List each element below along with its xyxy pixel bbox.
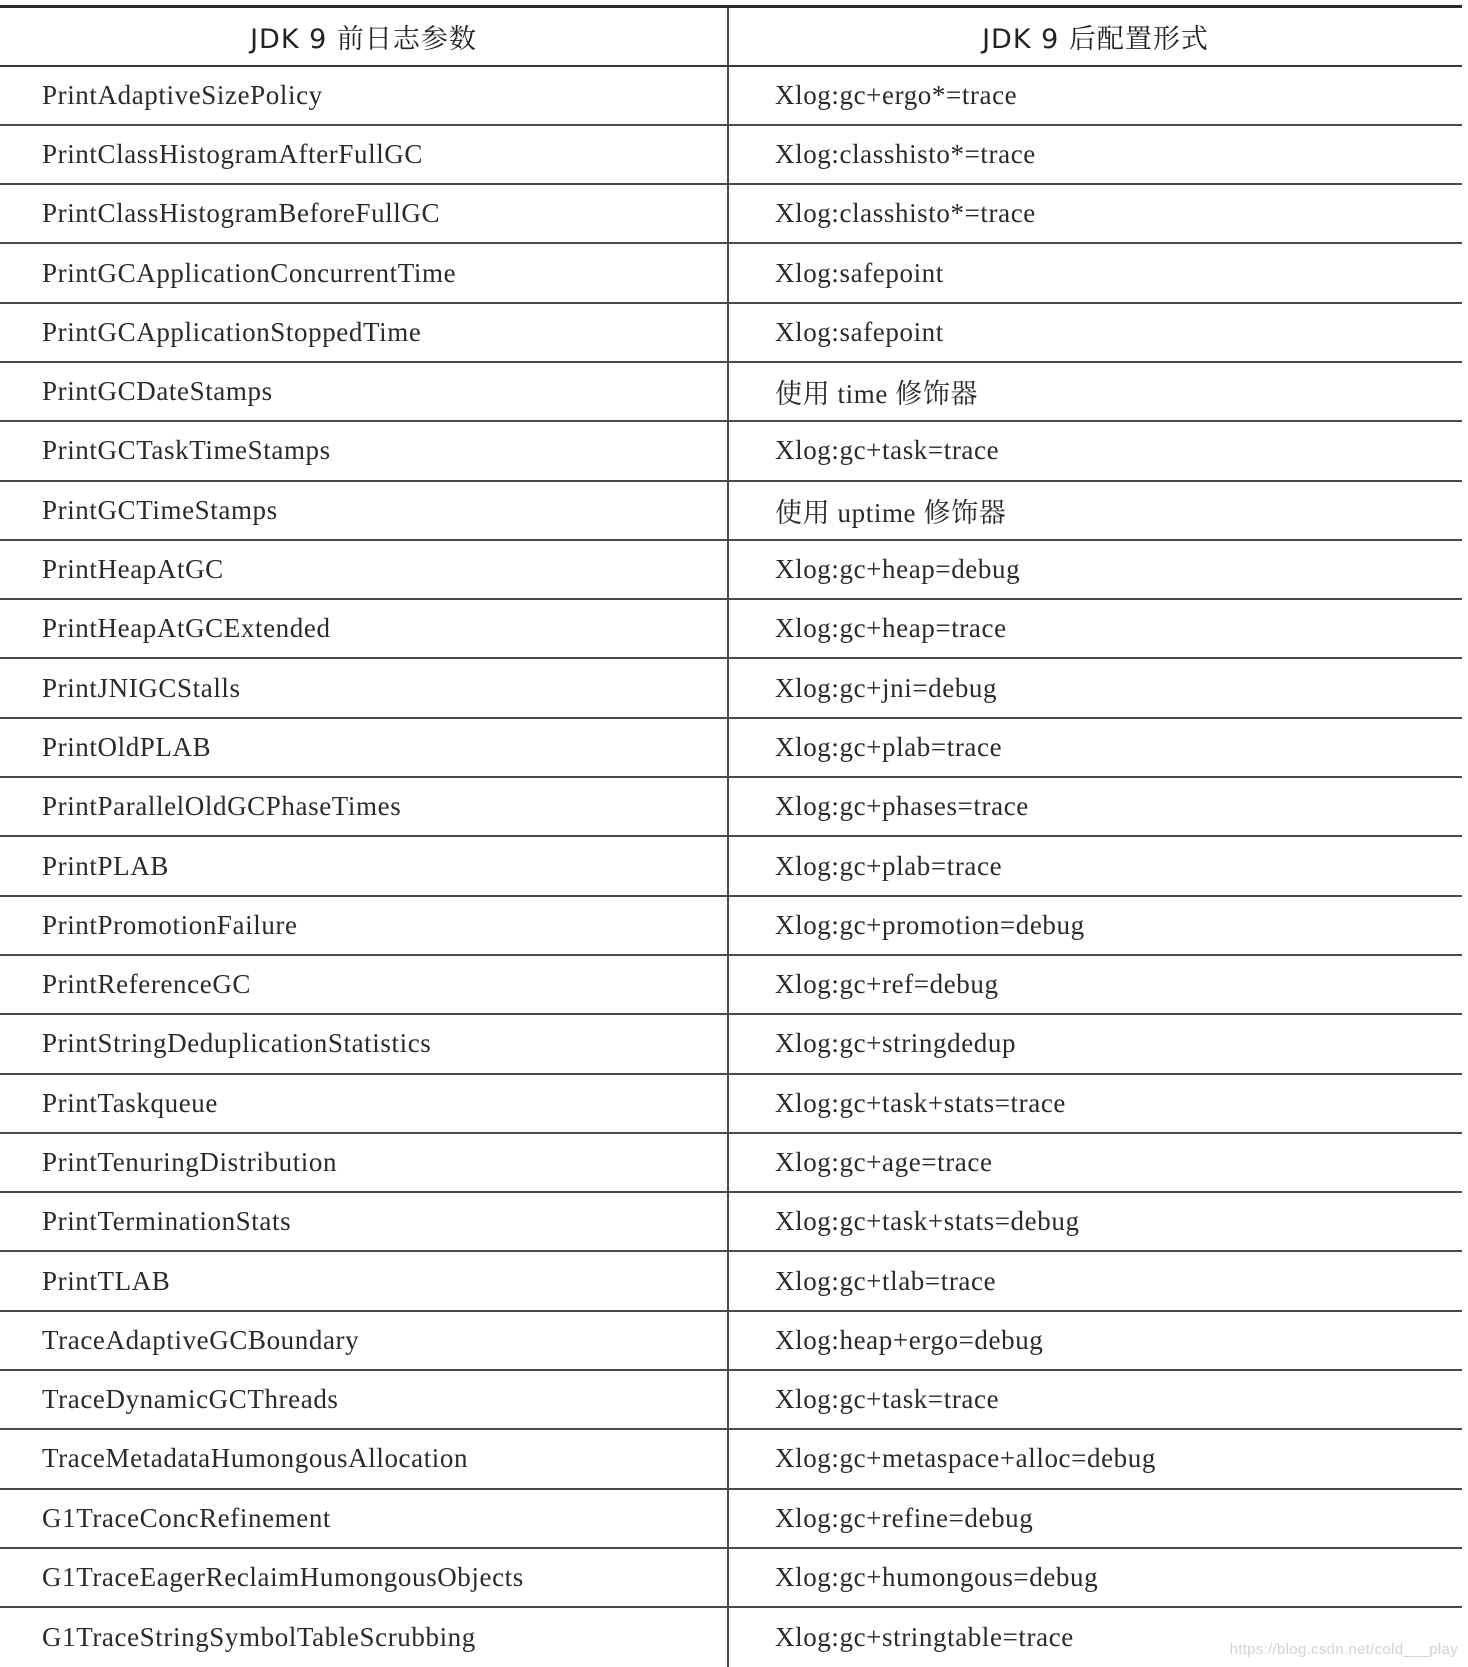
table-row	[0, 540, 1462, 599]
xlog-config-cell: Xlog:gc+jni=debug	[728, 658, 1462, 717]
table-row	[0, 66, 1462, 125]
legacy-option-cell: PrintAdaptiveSizePolicy	[0, 66, 728, 125]
legacy-option-cell: PrintTLAB	[0, 1251, 728, 1310]
legacy-option-cell: PrintTaskqueue	[0, 1074, 728, 1133]
legacy-option-cell: PrintGCApplicationStoppedTime	[0, 303, 728, 362]
xlog-config-cell: Xlog:gc+ref=debug	[728, 955, 1462, 1014]
xlog-config-cell: 使用 time 修饰器	[728, 362, 1462, 421]
table-row	[0, 599, 1462, 658]
legacy-option-cell: TraceMetadataHumongousAllocation	[0, 1429, 728, 1488]
xlog-config-cell: Xlog:gc+stringdedup	[728, 1014, 1462, 1073]
legacy-option-cell: G1TraceStringSymbolTableScrubbing	[0, 1607, 728, 1666]
legacy-option-cell: PrintGCApplicationConcurrentTime	[0, 243, 728, 302]
xlog-config-cell: Xlog:gc+task=trace	[728, 421, 1462, 480]
jdk-log-options-table-container	[0, 5, 1462, 1667]
table-row	[0, 1133, 1462, 1192]
legacy-option-cell: TraceDynamicGCThreads	[0, 1370, 728, 1429]
xlog-config-cell: Xlog:gc+age=trace	[728, 1133, 1462, 1192]
legacy-option-cell: PrintParallelOldGCPhaseTimes	[0, 777, 728, 836]
table-row	[0, 658, 1462, 717]
header-post-jdk9-config: JDK 9 后配置形式	[728, 7, 1462, 66]
legacy-option-cell: TraceAdaptiveGCBoundary	[0, 1311, 728, 1370]
table-header-row	[0, 7, 1462, 66]
xlog-config-cell: Xlog:gc+plab=trace	[728, 836, 1462, 895]
legacy-option-cell: G1TraceConcRefinement	[0, 1489, 728, 1548]
xlog-config-cell: Xlog:gc+stringtable=trace	[775, 1621, 1074, 1652]
table-row	[0, 1074, 1462, 1133]
xlog-config-cell: Xlog:gc+promotion=debug	[728, 896, 1462, 955]
legacy-option-cell: PrintPromotionFailure	[0, 896, 728, 955]
xlog-config-cell: Xlog:gc+metaspace+alloc=debug	[728, 1429, 1462, 1488]
table-row	[0, 243, 1462, 302]
table-row	[0, 1489, 1462, 1548]
xlog-config-cell: Xlog:gc+task+stats=debug	[728, 1192, 1462, 1251]
legacy-option-cell: PrintReferenceGC	[0, 955, 728, 1014]
legacy-option-cell: PrintPLAB	[0, 836, 728, 895]
table-row	[0, 362, 1462, 421]
legacy-option-cell: PrintClassHistogramBeforeFullGC	[0, 184, 728, 243]
header-pre-jdk9-option: JDK 9 前日志参数	[0, 7, 728, 66]
xlog-config-cell: Xlog:gc+humongous=debug	[728, 1548, 1462, 1607]
watermark-url: https://blog.csdn.net/cold___play	[1229, 1641, 1458, 1658]
legacy-option-cell: PrintTerminationStats	[0, 1192, 728, 1251]
table-row	[0, 184, 1462, 243]
xlog-config-cell: Xlog:gc+heap=trace	[728, 599, 1462, 658]
table-row	[0, 1370, 1462, 1429]
xlog-config-cell: Xlog:gc+ergo*=trace	[728, 66, 1462, 125]
xlog-config-cell: Xlog:safepoint	[728, 303, 1462, 362]
legacy-option-cell: PrintTenuringDistribution	[0, 1133, 728, 1192]
table-row	[0, 1548, 1462, 1607]
table-row	[0, 1192, 1462, 1251]
table-row	[0, 1311, 1462, 1370]
legacy-option-cell: PrintHeapAtGC	[0, 540, 728, 599]
xlog-config-cell: Xlog:classhisto*=trace	[728, 125, 1462, 184]
xlog-config-cell: Xlog:gc+phases=trace	[728, 777, 1462, 836]
table-row	[0, 1429, 1462, 1488]
legacy-option-cell: PrintOldPLAB	[0, 718, 728, 777]
xlog-config-cell: Xlog:gc+task+stats=trace	[728, 1074, 1462, 1133]
legacy-option-cell: PrintHeapAtGCExtended	[0, 599, 728, 658]
table-row	[0, 718, 1462, 777]
xlog-config-cell: Xlog:gc+heap=debug	[728, 540, 1462, 599]
xlog-config-cell: Xlog:gc+refine=debug	[728, 1489, 1462, 1548]
jdk-log-options-table	[0, 5, 1462, 1667]
table-row	[0, 303, 1462, 362]
xlog-config-cell: Xlog:gc+plab=trace	[728, 718, 1462, 777]
legacy-option-cell: PrintClassHistogramAfterFullGC	[0, 125, 728, 184]
xlog-config-cell: Xlog:gc+tlab=trace	[728, 1251, 1462, 1310]
table-header	[0, 7, 1462, 66]
xlog-config-cell: Xlog:gc+task=trace	[728, 1370, 1462, 1429]
legacy-option-cell: PrintGCTimeStamps	[0, 481, 728, 540]
table-row	[0, 955, 1462, 1014]
table-row	[0, 777, 1462, 836]
legacy-option-cell: G1TraceEagerReclaimHumongousObjects	[0, 1548, 728, 1607]
xlog-config-cell: 使用 uptime 修饰器	[728, 481, 1462, 540]
table-row	[0, 1014, 1462, 1073]
table-row	[0, 481, 1462, 540]
legacy-option-cell: PrintStringDeduplicationStatistics	[0, 1014, 728, 1073]
table-row	[0, 896, 1462, 955]
table-row	[0, 1251, 1462, 1310]
table-row	[0, 125, 1462, 184]
table-row	[0, 421, 1462, 480]
table-body	[0, 66, 1462, 1667]
xlog-config-cell: Xlog:heap+ergo=debug	[728, 1311, 1462, 1370]
legacy-option-cell: PrintGCDateStamps	[0, 362, 728, 421]
xlog-config-cell: Xlog:safepoint	[728, 243, 1462, 302]
xlog-config-cell: Xlog:classhisto*=trace	[728, 184, 1462, 243]
legacy-option-cell: PrintGCTaskTimeStamps	[0, 421, 728, 480]
legacy-option-cell: PrintJNIGCStalls	[0, 658, 728, 717]
table-row	[0, 836, 1462, 895]
